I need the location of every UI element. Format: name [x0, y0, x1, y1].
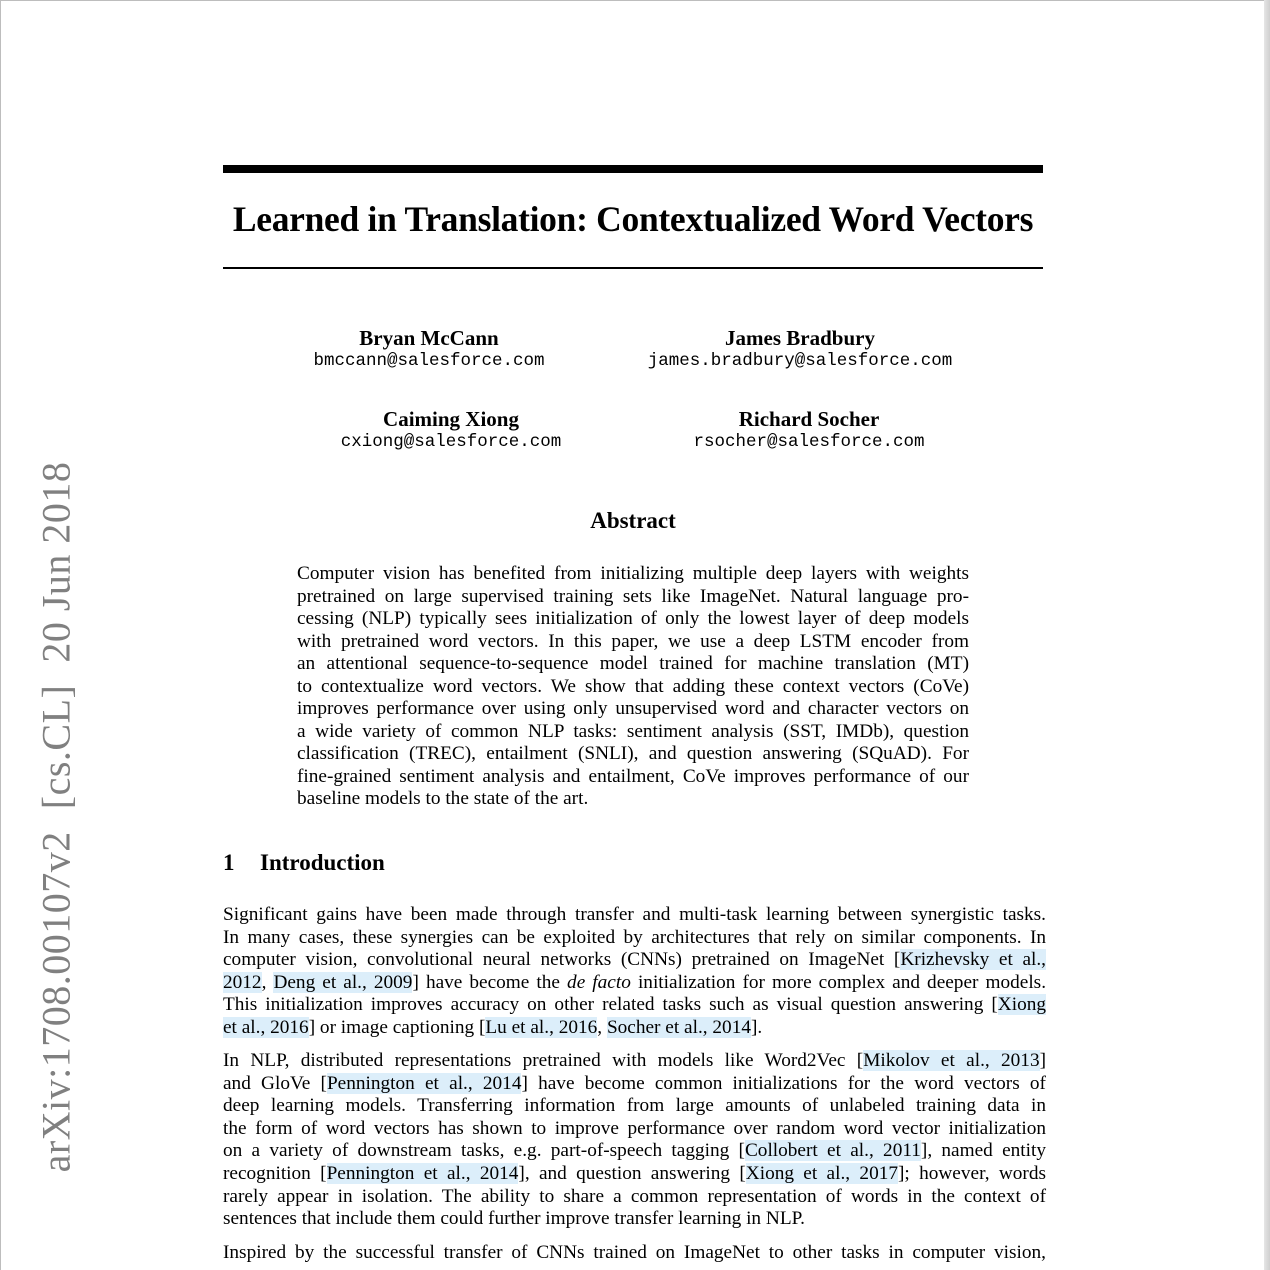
text: ]	[1039, 1050, 1047, 1071]
arxiv-date: 20 Jun 2018	[33, 461, 79, 663]
text: ] have become common initializations for the word vectors of	[521, 1072, 1046, 1094]
abstract-line: an attentional sequence-to-sequence model trained for machine translation (MT)	[297, 653, 969, 674]
abstract-line: classification (TREC), entailment (SNLI), and question answering (SQuAD). For	[297, 743, 969, 764]
text: recognition [	[223, 1162, 327, 1184]
author-email: bmccann@salesforce.com	[313, 351, 545, 371]
paragraph-line	[223, 1140, 1046, 1163]
abstract-line: fine-grained sentiment analysis and entailment, CoVe improves performance of our	[297, 765, 969, 787]
author-email: james.bradbury@salesforce.com	[647, 351, 953, 371]
abstract-line: with pretrained word vectors. In this paper, we use a deep LSTM encoder from	[297, 630, 969, 652]
citation-link[interactable]: Deng et al., 2009	[273, 971, 413, 993]
abstract-line: to contextualize word vectors. We show that adding these context vectors (CoVe)	[297, 675, 969, 697]
citation-link[interactable]: Xiong	[997, 994, 1046, 1016]
citation-link[interactable]: Pennington et al., 2014	[326, 1162, 519, 1184]
author-block	[251, 407, 651, 453]
text: ] have become the	[412, 971, 568, 993]
abstract-line: improves performance over using only unsupervised word and character vectors on	[297, 698, 969, 719]
text: initialization for more complex and deeper models.	[630, 971, 1047, 993]
paragraph-line: Significant gains have been made through transfer and multi-task learning between synergistic tasks.	[223, 904, 1046, 925]
paragraph-line	[223, 949, 1046, 972]
text: computer vision, convolutional neural networks (CNNs) pretrained on ImageNet [	[223, 949, 901, 971]
paragraph	[223, 1242, 1046, 1265]
title-rule-top	[223, 165, 1043, 173]
abstract-body	[297, 563, 969, 811]
paper-title: Learned in Translation: Contextualized Word Vectors	[232, 199, 1034, 239]
paragraph-line	[223, 1017, 1046, 1040]
paragraph-line: Inspired by the successful transfer of CNNs trained on ImageNet to other tasks in computer vision,	[223, 1242, 1046, 1263]
text: ,	[261, 971, 274, 993]
section-heading	[223, 850, 385, 876]
citation-link[interactable]: Pennington et al., 2014	[326, 1072, 522, 1094]
text: ] or image captioning [	[308, 1016, 486, 1038]
paragraph-line	[223, 994, 1046, 1017]
text: ], named entity	[920, 1140, 1046, 1162]
author-block	[600, 326, 1000, 372]
citation-link[interactable]: Lu et al., 2016	[485, 1016, 598, 1038]
paragraph-line: rarely appear in isolation. The ability to share a common representation of words in the context of	[223, 1185, 1046, 1207]
paragraph-line	[223, 1050, 1046, 1073]
paragraph	[223, 1050, 1046, 1231]
author-email: cxiong@salesforce.com	[340, 432, 562, 452]
arxiv-id: arXiv:1708.00107v2	[33, 831, 79, 1173]
arxiv-category: [cs.CL]	[33, 684, 79, 810]
paragraph	[223, 904, 1046, 1040]
citation-link[interactable]: Collobert et al., 2011	[744, 1140, 921, 1162]
text: ].	[750, 1016, 763, 1038]
text: This initialization improves accuracy on other related tasks such as visual question answering [	[223, 994, 998, 1016]
abstract-line: baseline models to the state of the art.	[297, 788, 589, 809]
citation-link[interactable]: 2012	[223, 971, 262, 993]
citation-link[interactable]: Xiong et al., 2017	[745, 1162, 898, 1184]
text: and GloVe [	[223, 1072, 327, 1094]
abstract-line: a wide variety of common NLP tasks: sentiment analysis (SST, IMDb), question	[297, 720, 969, 742]
author-name: Caiming Xiong	[383, 407, 519, 431]
citation-link[interactable]: Mikolov et al., 2013	[863, 1050, 1040, 1071]
citation-link[interactable]: Krizhevsky et al.,	[900, 949, 1046, 971]
paragraph-line	[223, 1073, 1046, 1096]
text: ]; however, words	[898, 1162, 1046, 1184]
title-rule-bottom	[223, 267, 1043, 269]
section-title: Introduction	[260, 850, 385, 875]
abstract-heading: Abstract	[590, 508, 676, 533]
text: ,	[597, 1016, 607, 1038]
paragraph-line: the form of word vectors has shown to improve performance over random word vector initialization	[223, 1117, 1046, 1139]
author-block	[229, 326, 629, 372]
text: In NLP, distributed representations pretrained with models like Word2Vec [	[223, 1050, 864, 1071]
author-email: rsocher@salesforce.com	[693, 432, 925, 452]
abstract-line: pretrained on large supervised training sets like ImageNet. Natural language pro-	[297, 585, 969, 607]
paragraph-line: In many cases, these synergies can be exploited by architectures that rely on similar components. In	[223, 926, 1046, 948]
paragraph-line: sentences that include them could further improve transfer learning in NLP.	[223, 1208, 806, 1230]
author-name: Bryan McCann	[359, 326, 499, 350]
author-block	[609, 407, 1009, 453]
abstract-line: cessing (NLP) typically sees initialization of only the lowest layer of deep models	[297, 608, 969, 629]
paragraph-line: deep learning models. Transferring information from large amounts of unlabeled training data in	[223, 1095, 1046, 1117]
paragraph-line	[223, 1163, 1046, 1186]
text: on a variety of downstream tasks, e.g. part-of-speech tagging [	[223, 1140, 745, 1162]
paragraph-line	[223, 972, 1046, 995]
citation-link[interactable]: Socher et al., 2014	[606, 1016, 751, 1038]
emphasis: de facto	[567, 971, 631, 993]
section-number: 1	[223, 850, 235, 875]
author-name: Richard Socher	[738, 407, 880, 431]
citation-link[interactable]: et al., 2016	[223, 1016, 309, 1038]
author-name: James Bradbury	[725, 326, 875, 350]
page-edge-shadow	[1264, 0, 1270, 1270]
arxiv-stamp	[33, 440, 80, 1173]
text: ], and question answering [	[518, 1162, 746, 1184]
abstract-line: Computer vision has benefited from initializing multiple deep layers with weights	[297, 563, 969, 584]
